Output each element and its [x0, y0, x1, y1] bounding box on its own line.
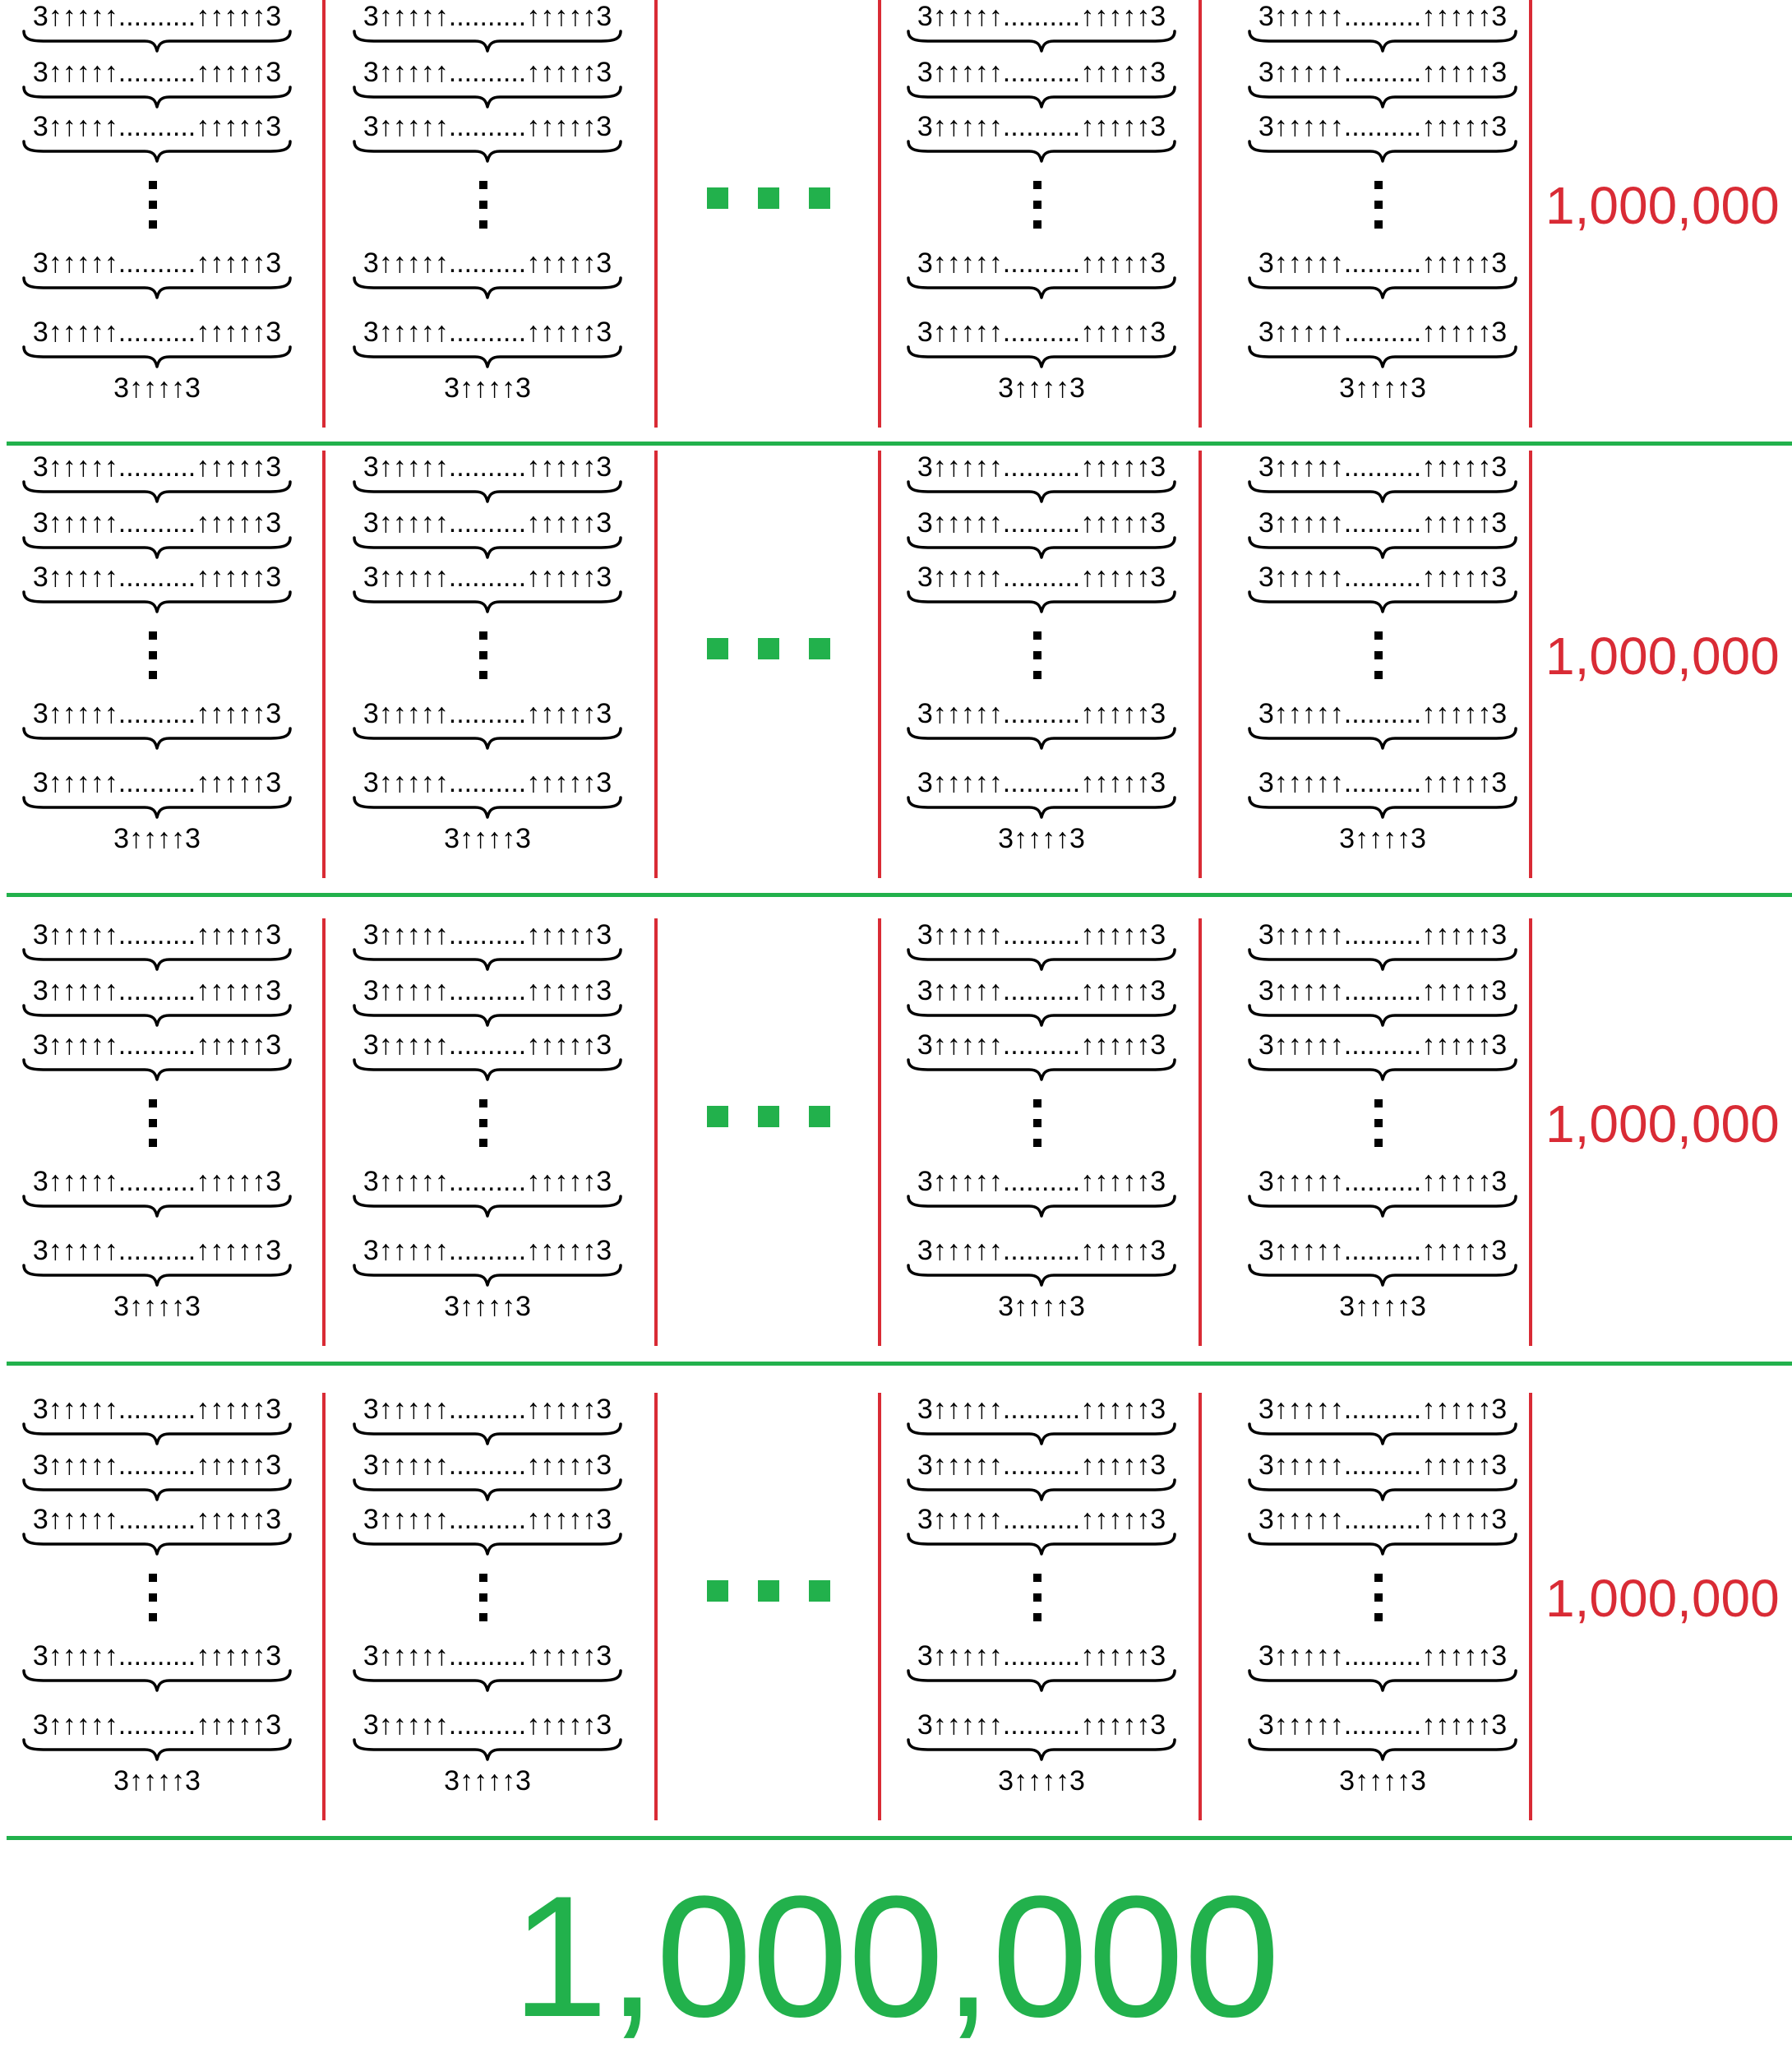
arrow-expression: 3↑↑↑↑↑..........↑↑↑↑↑3: [32, 1029, 282, 1061]
arrow-expression: 3↑↑↑↑↑..........↑↑↑↑↑3: [363, 451, 612, 483]
base-expression: 3↑↑↑↑3: [113, 1291, 201, 1322]
arrow-expression: 3↑↑↑↑↑..........↑↑↑↑↑3: [363, 111, 612, 142]
column-separator: [1529, 0, 1532, 428]
underbrace-icon: [1247, 590, 1518, 613]
underbrace-icon: [352, 536, 623, 559]
arrow-expression: 3↑↑↑↑↑..........↑↑↑↑↑3: [32, 111, 282, 142]
underbrace-icon: [906, 948, 1177, 971]
arrow-expression: 3↑↑↑↑↑..........↑↑↑↑↑3: [1258, 698, 1508, 729]
underbrace-icon: [906, 1004, 1177, 1027]
row-divider: [7, 893, 1792, 897]
underbrace-icon: [1247, 345, 1518, 368]
cell-second: [335, 1393, 631, 1820]
column-separator: [878, 918, 881, 1346]
arrow-expression: 3↑↑↑↑↑..........↑↑↑↑↑3: [917, 1394, 1166, 1425]
base-expression: 3↑↑↑↑3: [1339, 372, 1426, 404]
underbrace-icon: [1247, 140, 1518, 163]
arrow-expression: 3↑↑↑↑↑..........↑↑↑↑↑3: [917, 1029, 1166, 1061]
vertical-ellipsis-icon: [1374, 1099, 1386, 1157]
underbrace-icon: [906, 1058, 1177, 1081]
underbrace-icon: [352, 276, 623, 299]
underbrace-icon: [1247, 1264, 1518, 1287]
underbrace-icon: [352, 1533, 623, 1556]
underbrace-icon: [1247, 276, 1518, 299]
underbrace-icon: [352, 727, 623, 750]
underbrace-icon: [1247, 536, 1518, 559]
vertical-ellipsis-icon: [479, 1099, 491, 1157]
arrow-expression: 3↑↑↑↑↑..........↑↑↑↑↑3: [363, 1450, 612, 1481]
underbrace-icon: [352, 140, 623, 163]
arrow-expression: 3↑↑↑↑↑..........↑↑↑↑↑3: [917, 1709, 1166, 1741]
column-separator: [654, 0, 658, 428]
column-separator: [322, 1393, 326, 1820]
underbrace-icon: [1247, 1058, 1518, 1081]
row-4: [0, 1393, 1792, 1853]
arrow-expression: 3↑↑↑↑↑..........↑↑↑↑↑3: [32, 1450, 282, 1481]
horizontal-ellipsis-icon: [707, 187, 830, 209]
arrow-expression: 3↑↑↑↑↑..........↑↑↑↑↑3: [1258, 1235, 1508, 1266]
base-expression: 3↑↑↑↑3: [998, 1765, 1085, 1796]
underbrace-icon: [906, 480, 1177, 503]
arrow-expression: 3↑↑↑↑↑..........↑↑↑↑↑3: [917, 562, 1166, 593]
arrow-expression: 3↑↑↑↑↑..........↑↑↑↑↑3: [1258, 975, 1508, 1006]
arrow-expression: 3↑↑↑↑↑..........↑↑↑↑↑3: [1258, 1166, 1508, 1197]
underbrace-icon: [906, 345, 1177, 368]
underbrace-icon: [21, 30, 293, 53]
column-separator: [1529, 1393, 1532, 1820]
arrow-expression: 3↑↑↑↑↑..........↑↑↑↑↑3: [1258, 767, 1508, 798]
underbrace-icon: [352, 345, 623, 368]
base-expression: 3↑↑↑↑3: [444, 1765, 531, 1796]
underbrace-icon: [1247, 30, 1518, 53]
arrow-expression: 3↑↑↑↑↑..........↑↑↑↑↑3: [1258, 451, 1508, 483]
underbrace-icon: [21, 86, 293, 109]
vertical-ellipsis-icon: [1033, 631, 1045, 689]
column-separator: [654, 451, 658, 878]
underbrace-icon: [1247, 796, 1518, 819]
arrow-expression: 3↑↑↑↑↑..........↑↑↑↑↑3: [32, 57, 282, 88]
vertical-ellipsis-icon: [149, 181, 160, 238]
vertical-ellipsis-icon: [479, 181, 491, 238]
underbrace-icon: [1247, 1738, 1518, 1761]
column-separator: [878, 451, 881, 878]
arrow-expression: 3↑↑↑↑↑..........↑↑↑↑↑3: [32, 919, 282, 950]
arrow-expression: 3↑↑↑↑↑..........↑↑↑↑↑3: [32, 1709, 282, 1741]
arrow-expression: 3↑↑↑↑↑..........↑↑↑↑↑3: [32, 317, 282, 348]
column-separator: [322, 918, 326, 1346]
base-expression: 3↑↑↑↑3: [444, 1291, 531, 1322]
underbrace-icon: [21, 480, 293, 503]
arrow-expression: 3↑↑↑↑↑..........↑↑↑↑↑3: [917, 698, 1166, 729]
arrow-expression: 3↑↑↑↑↑..........↑↑↑↑↑3: [1258, 317, 1508, 348]
underbrace-icon: [352, 590, 623, 613]
row-count-label: 1,000,000: [1545, 176, 1780, 235]
column-separator: [654, 1393, 658, 1820]
arrow-expression: 3↑↑↑↑↑..........↑↑↑↑↑3: [1258, 562, 1508, 593]
underbrace-icon: [906, 1478, 1177, 1501]
underbrace-icon: [21, 276, 293, 299]
underbrace-icon: [21, 1004, 293, 1027]
underbrace-icon: [21, 1738, 293, 1761]
underbrace-icon: [906, 30, 1177, 53]
vertical-ellipsis-icon: [1374, 631, 1386, 689]
cell-first: [5, 918, 301, 1346]
underbrace-icon: [352, 1669, 623, 1692]
underbrace-icon: [906, 1533, 1177, 1556]
arrow-expression: 3↑↑↑↑↑..........↑↑↑↑↑3: [1258, 1709, 1508, 1741]
underbrace-icon: [21, 1422, 293, 1445]
underbrace-icon: [1247, 1669, 1518, 1692]
underbrace-icon: [21, 1058, 293, 1081]
underbrace-icon: [352, 1004, 623, 1027]
underbrace-icon: [352, 1195, 623, 1218]
arrow-expression: 3↑↑↑↑↑..........↑↑↑↑↑3: [32, 1235, 282, 1266]
vertical-ellipsis-icon: [149, 1099, 160, 1157]
row-1: [0, 0, 1792, 460]
arrow-expression: 3↑↑↑↑↑..........↑↑↑↑↑3: [363, 1504, 612, 1535]
cell-penultimate: [889, 451, 1185, 878]
underbrace-icon: [1247, 480, 1518, 503]
cell-second: [335, 0, 631, 428]
arrow-expression: 3↑↑↑↑↑..........↑↑↑↑↑3: [363, 698, 612, 729]
vertical-ellipsis-icon: [479, 1574, 491, 1631]
base-expression: 3↑↑↑↑3: [113, 1765, 201, 1796]
underbrace-icon: [21, 590, 293, 613]
underbrace-icon: [906, 1264, 1177, 1287]
arrow-expression: 3↑↑↑↑↑..........↑↑↑↑↑3: [363, 767, 612, 798]
underbrace-icon: [1247, 1533, 1518, 1556]
arrow-expression: 3↑↑↑↑↑..........↑↑↑↑↑3: [1258, 507, 1508, 539]
column-separator: [1199, 0, 1202, 428]
base-expression: 3↑↑↑↑3: [444, 372, 531, 404]
arrow-expression: 3↑↑↑↑↑..........↑↑↑↑↑3: [917, 1166, 1166, 1197]
arrow-expression: 3↑↑↑↑↑..........↑↑↑↑↑3: [32, 1394, 282, 1425]
arrow-expression: 3↑↑↑↑↑..........↑↑↑↑↑3: [363, 507, 612, 539]
column-separator: [654, 918, 658, 1346]
arrow-expression: 3↑↑↑↑↑..........↑↑↑↑↑3: [917, 317, 1166, 348]
underbrace-icon: [906, 86, 1177, 109]
underbrace-icon: [21, 536, 293, 559]
underbrace-icon: [21, 1669, 293, 1692]
arrow-expression: 3↑↑↑↑↑..........↑↑↑↑↑3: [917, 451, 1166, 483]
underbrace-icon: [352, 948, 623, 971]
underbrace-icon: [21, 1195, 293, 1218]
arrow-expression: 3↑↑↑↑↑..........↑↑↑↑↑3: [32, 1, 282, 32]
arrow-expression: 3↑↑↑↑↑..........↑↑↑↑↑3: [1258, 1394, 1508, 1425]
column-separator: [878, 1393, 881, 1820]
column-separator: [322, 0, 326, 428]
underbrace-icon: [906, 727, 1177, 750]
vertical-ellipsis-icon: [1033, 1574, 1045, 1631]
total-count: 1,000,000: [511, 1860, 1281, 2053]
horizontal-ellipsis-icon: [707, 1580, 830, 1602]
arrow-expression: 3↑↑↑↑↑..........↑↑↑↑↑3: [363, 1029, 612, 1061]
underbrace-icon: [1247, 1422, 1518, 1445]
arrow-expression: 3↑↑↑↑↑..........↑↑↑↑↑3: [32, 507, 282, 539]
horizontal-ellipsis-icon: [707, 1106, 830, 1127]
underbrace-icon: [906, 796, 1177, 819]
arrow-expression: 3↑↑↑↑↑..........↑↑↑↑↑3: [1258, 247, 1508, 279]
underbrace-icon: [21, 1264, 293, 1287]
base-expression: 3↑↑↑↑3: [998, 372, 1085, 404]
underbrace-icon: [21, 345, 293, 368]
arrow-expression: 3↑↑↑↑↑..........↑↑↑↑↑3: [1258, 1, 1508, 32]
base-expression: 3↑↑↑↑3: [113, 372, 201, 404]
arrow-expression: 3↑↑↑↑↑..........↑↑↑↑↑3: [1258, 1450, 1508, 1481]
column-separator: [322, 451, 326, 878]
row-divider: [7, 442, 1792, 446]
arrow-expression: 3↑↑↑↑↑..........↑↑↑↑↑3: [917, 1504, 1166, 1535]
underbrace-icon: [906, 276, 1177, 299]
underbrace-icon: [352, 1264, 623, 1287]
cell-last: [1231, 0, 1526, 428]
arrow-expression: 3↑↑↑↑↑..........↑↑↑↑↑3: [32, 562, 282, 593]
arrow-expression: 3↑↑↑↑↑..........↑↑↑↑↑3: [1258, 919, 1508, 950]
arrow-expression: 3↑↑↑↑↑..........↑↑↑↑↑3: [363, 57, 612, 88]
underbrace-icon: [906, 140, 1177, 163]
arrow-expression: 3↑↑↑↑↑..........↑↑↑↑↑3: [363, 1394, 612, 1425]
cell-first: [5, 451, 301, 878]
arrow-expression: 3↑↑↑↑↑..........↑↑↑↑↑3: [32, 247, 282, 279]
arrow-expression: 3↑↑↑↑↑..........↑↑↑↑↑3: [917, 919, 1166, 950]
underbrace-icon: [352, 30, 623, 53]
arrow-expression: 3↑↑↑↑↑..........↑↑↑↑↑3: [363, 1709, 612, 1741]
column-separator: [1199, 1393, 1202, 1820]
arrow-expression: 3↑↑↑↑↑..........↑↑↑↑↑3: [917, 57, 1166, 88]
underbrace-icon: [906, 536, 1177, 559]
arrow-expression: 3↑↑↑↑↑..........↑↑↑↑↑3: [1258, 1640, 1508, 1672]
cell-first: [5, 1393, 301, 1820]
arrow-expression: 3↑↑↑↑↑..........↑↑↑↑↑3: [363, 975, 612, 1006]
column-separator: [1529, 918, 1532, 1346]
row-divider: [7, 1836, 1792, 1840]
column-separator: [1199, 918, 1202, 1346]
underbrace-icon: [21, 140, 293, 163]
arrow-expression: 3↑↑↑↑↑..........↑↑↑↑↑3: [32, 767, 282, 798]
arrow-expression: 3↑↑↑↑↑..........↑↑↑↑↑3: [917, 507, 1166, 539]
arrow-expression: 3↑↑↑↑↑..........↑↑↑↑↑3: [1258, 1029, 1508, 1061]
arrow-expression: 3↑↑↑↑↑..........↑↑↑↑↑3: [32, 698, 282, 729]
arrow-expression: 3↑↑↑↑↑..........↑↑↑↑↑3: [917, 975, 1166, 1006]
base-expression: 3↑↑↑↑3: [998, 823, 1085, 854]
arrow-expression: 3↑↑↑↑↑..........↑↑↑↑↑3: [32, 1504, 282, 1535]
underbrace-icon: [352, 796, 623, 819]
arrow-expression: 3↑↑↑↑↑..........↑↑↑↑↑3: [363, 919, 612, 950]
base-expression: 3↑↑↑↑3: [113, 823, 201, 854]
arrow-expression: 3↑↑↑↑↑..........↑↑↑↑↑3: [32, 451, 282, 483]
underbrace-icon: [906, 1422, 1177, 1445]
underbrace-icon: [21, 948, 293, 971]
arrow-expression: 3↑↑↑↑↑..........↑↑↑↑↑3: [363, 562, 612, 593]
arrow-expression: 3↑↑↑↑↑..........↑↑↑↑↑3: [1258, 111, 1508, 142]
underbrace-icon: [352, 1478, 623, 1501]
cell-first: [5, 0, 301, 428]
underbrace-icon: [352, 1058, 623, 1081]
underbrace-icon: [1247, 948, 1518, 971]
base-expression: 3↑↑↑↑3: [444, 823, 531, 854]
vertical-ellipsis-icon: [1033, 1099, 1045, 1157]
arrow-expression: 3↑↑↑↑↑..........↑↑↑↑↑3: [917, 767, 1166, 798]
underbrace-icon: [906, 1195, 1177, 1218]
column-separator: [1529, 451, 1532, 878]
underbrace-icon: [21, 1533, 293, 1556]
arrow-expression: 3↑↑↑↑↑..........↑↑↑↑↑3: [917, 1, 1166, 32]
cell-penultimate: [889, 0, 1185, 428]
cell-last: [1231, 918, 1526, 1346]
base-expression: 3↑↑↑↑3: [1339, 1765, 1426, 1796]
cell-penultimate: [889, 1393, 1185, 1820]
vertical-ellipsis-icon: [149, 1574, 160, 1631]
underbrace-icon: [352, 480, 623, 503]
underbrace-icon: [906, 1669, 1177, 1692]
row-3: [0, 918, 1792, 1379]
cell-second: [335, 451, 631, 878]
base-expression: 3↑↑↑↑3: [998, 1291, 1085, 1322]
vertical-ellipsis-icon: [479, 631, 491, 689]
underbrace-icon: [352, 1422, 623, 1445]
underbrace-icon: [352, 86, 623, 109]
row-count-label: 1,000,000: [1545, 1094, 1780, 1154]
underbrace-icon: [1247, 1478, 1518, 1501]
arrow-expression: 3↑↑↑↑↑..........↑↑↑↑↑3: [363, 1235, 612, 1266]
row-2: [0, 451, 1792, 911]
underbrace-icon: [1247, 727, 1518, 750]
arrow-expression: 3↑↑↑↑↑..........↑↑↑↑↑3: [363, 317, 612, 348]
horizontal-ellipsis-icon: [707, 638, 830, 659]
arrow-expression: 3↑↑↑↑↑..........↑↑↑↑↑3: [32, 1166, 282, 1197]
arrow-expression: 3↑↑↑↑↑..........↑↑↑↑↑3: [917, 1640, 1166, 1672]
vertical-ellipsis-icon: [149, 631, 160, 689]
vertical-ellipsis-icon: [1374, 1574, 1386, 1631]
underbrace-icon: [1247, 86, 1518, 109]
underbrace-icon: [21, 796, 293, 819]
arrow-expression: 3↑↑↑↑↑..........↑↑↑↑↑3: [917, 1235, 1166, 1266]
cell-last: [1231, 451, 1526, 878]
underbrace-icon: [1247, 1195, 1518, 1218]
row-count-label: 1,000,000: [1545, 627, 1780, 686]
row-count-label: 1,000,000: [1545, 1569, 1780, 1628]
column-separator: [1199, 451, 1202, 878]
cell-second: [335, 918, 631, 1346]
cell-last: [1231, 1393, 1526, 1820]
base-expression: 3↑↑↑↑3: [1339, 823, 1426, 854]
column-separator: [878, 0, 881, 428]
underbrace-icon: [352, 1738, 623, 1761]
underbrace-icon: [906, 590, 1177, 613]
vertical-ellipsis-icon: [1374, 181, 1386, 238]
arrow-expression: 3↑↑↑↑↑..........↑↑↑↑↑3: [363, 1640, 612, 1672]
arrow-expression: 3↑↑↑↑↑..........↑↑↑↑↑3: [917, 111, 1166, 142]
arrow-expression: 3↑↑↑↑↑..........↑↑↑↑↑3: [1258, 57, 1508, 88]
row-divider: [7, 1362, 1792, 1366]
vertical-ellipsis-icon: [1033, 181, 1045, 238]
arrow-expression: 3↑↑↑↑↑..........↑↑↑↑↑3: [1258, 1504, 1508, 1535]
arrow-expression: 3↑↑↑↑↑..........↑↑↑↑↑3: [363, 1, 612, 32]
arrow-expression: 3↑↑↑↑↑..........↑↑↑↑↑3: [363, 1166, 612, 1197]
arrow-expression: 3↑↑↑↑↑..........↑↑↑↑↑3: [32, 1640, 282, 1672]
underbrace-icon: [21, 727, 293, 750]
arrow-expression: 3↑↑↑↑↑..........↑↑↑↑↑3: [917, 247, 1166, 279]
cell-penultimate: [889, 918, 1185, 1346]
underbrace-icon: [1247, 1004, 1518, 1027]
arrow-expression: 3↑↑↑↑↑..........↑↑↑↑↑3: [363, 247, 612, 279]
arrow-expression: 3↑↑↑↑↑..........↑↑↑↑↑3: [917, 1450, 1166, 1481]
underbrace-icon: [21, 1478, 293, 1501]
base-expression: 3↑↑↑↑3: [1339, 1291, 1426, 1322]
arrow-expression: 3↑↑↑↑↑..........↑↑↑↑↑3: [32, 975, 282, 1006]
underbrace-icon: [906, 1738, 1177, 1761]
